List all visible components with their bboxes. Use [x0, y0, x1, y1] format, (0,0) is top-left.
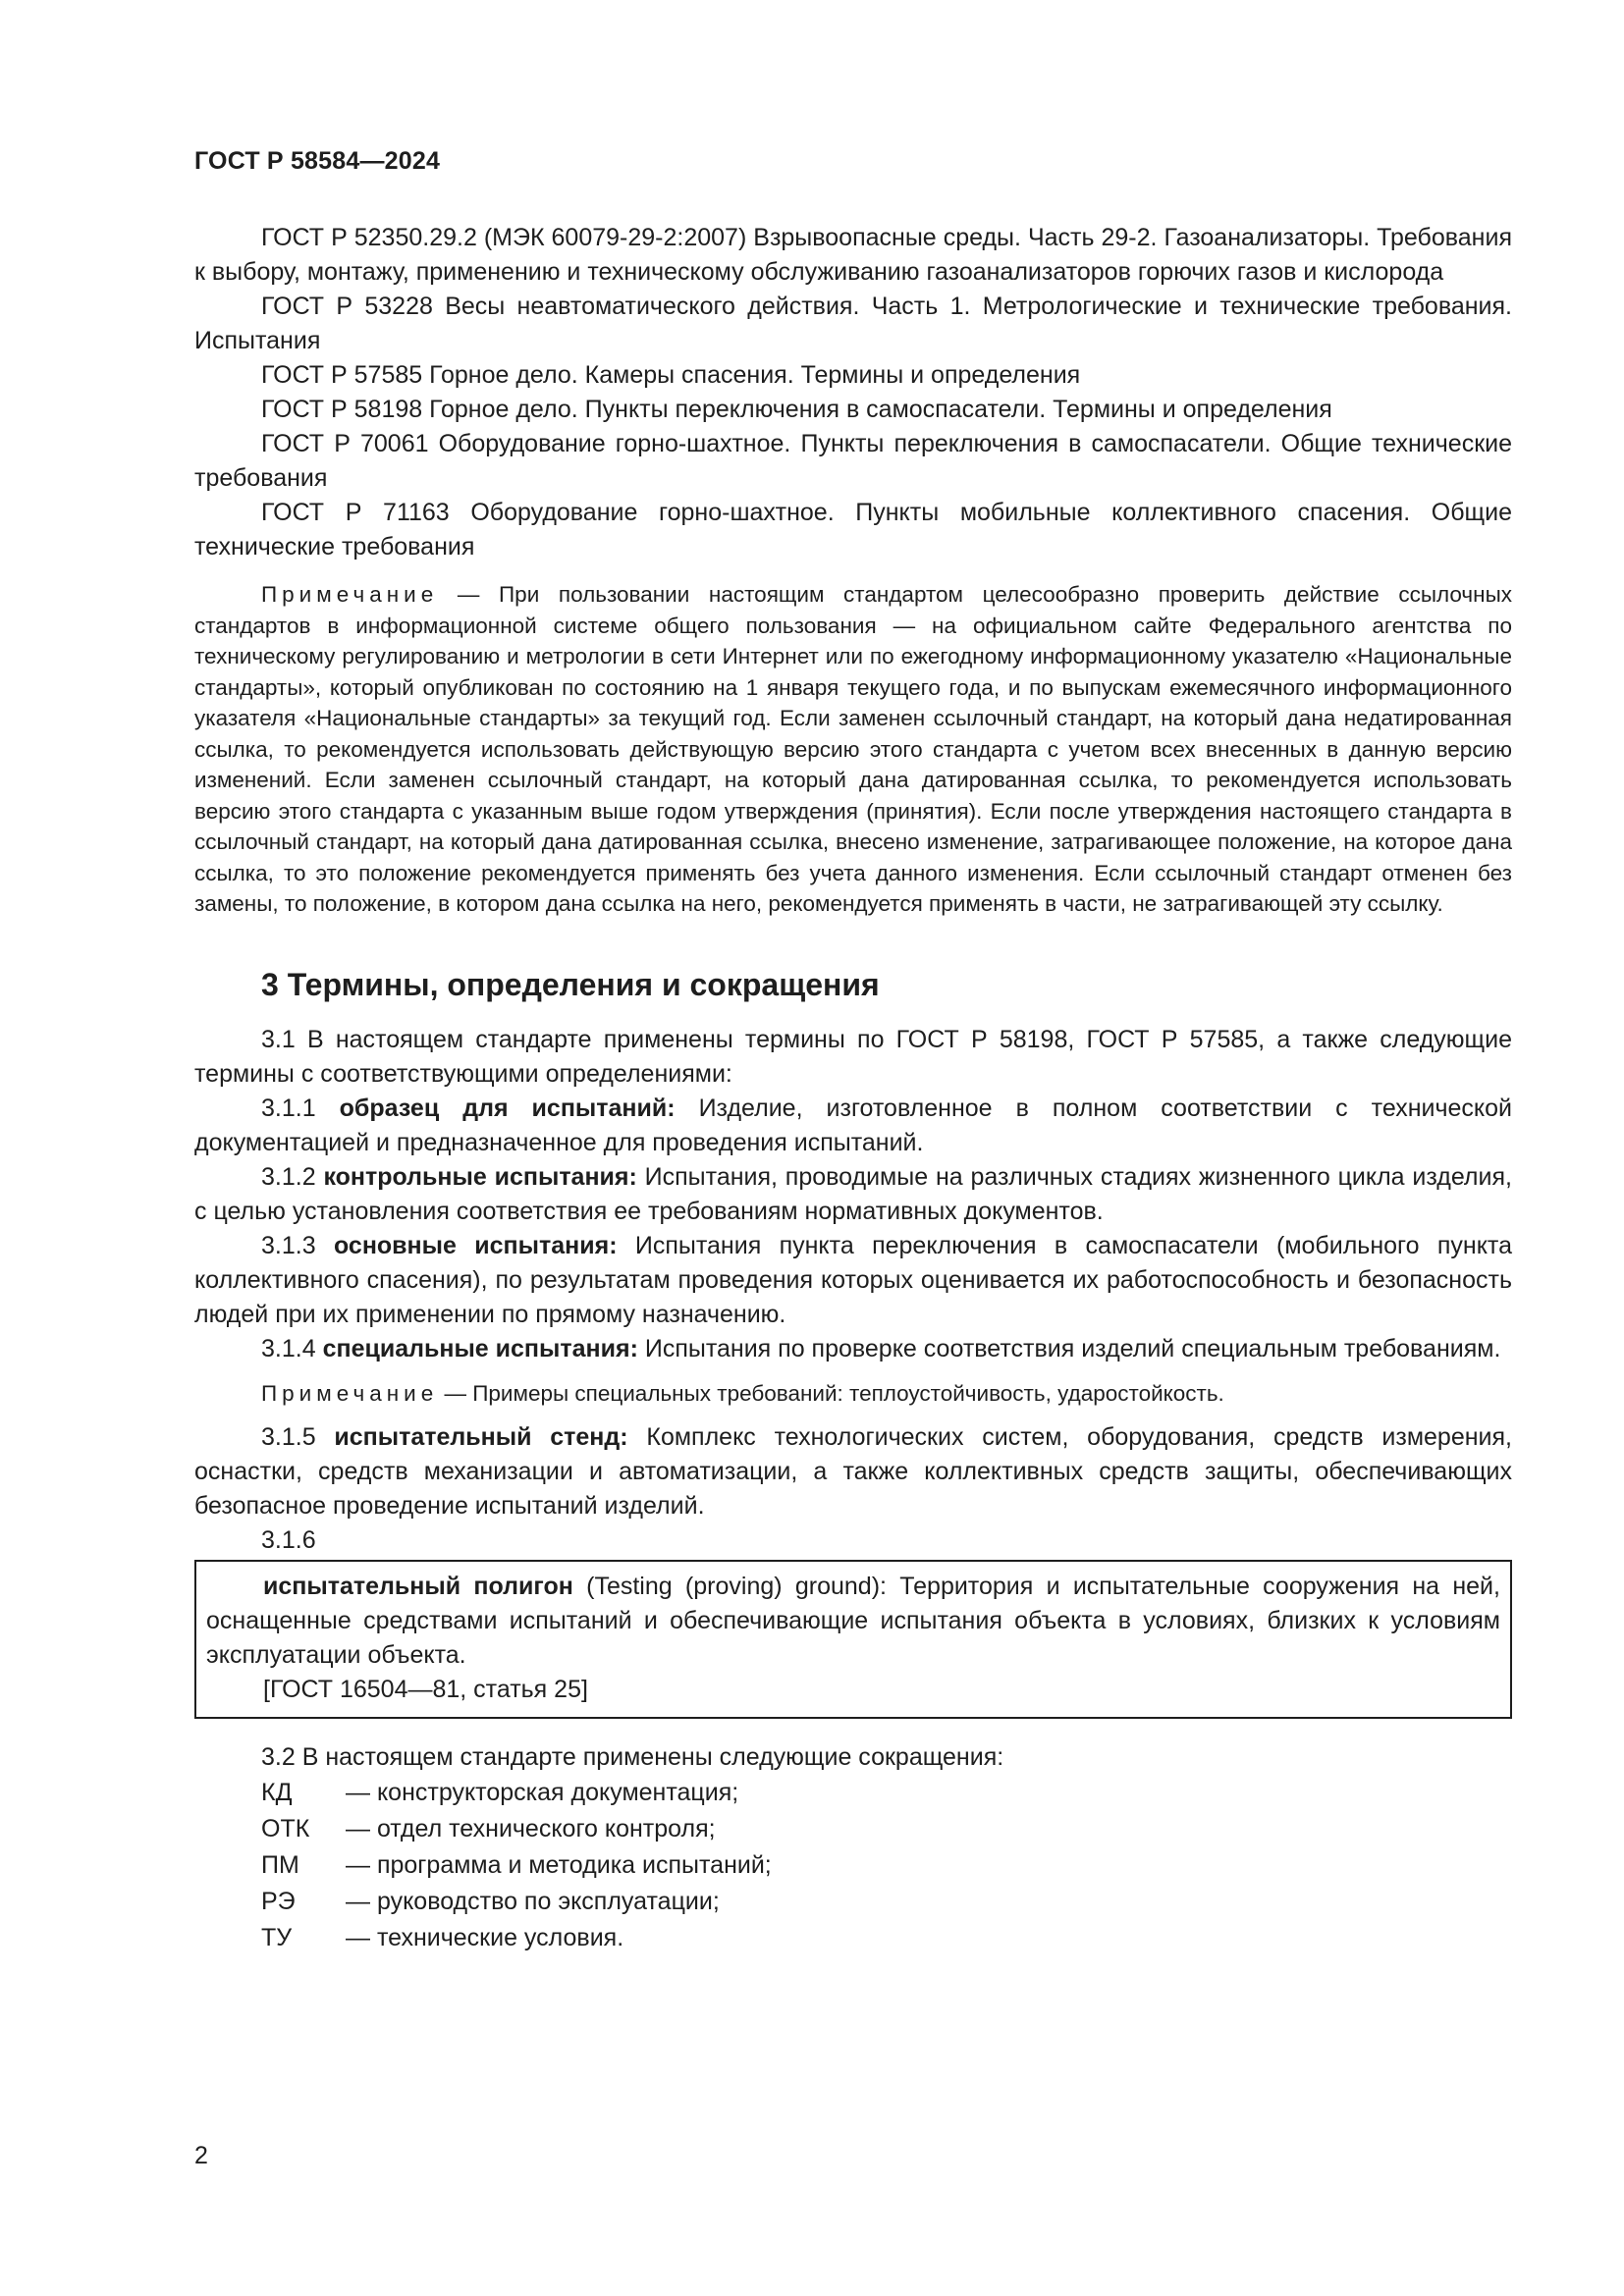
abbreviation: ОТК	[261, 1815, 310, 1842]
term-3-1-1	[194, 1092, 1512, 1160]
term-title: контрольные испытания:	[323, 1162, 637, 1191]
term-title: образец для испытаний:	[339, 1094, 676, 1122]
term-title: специальные испытания:	[322, 1334, 638, 1362]
reference-item: ГОСТ Р 58198 Горное дело. Пункты переключения в самоспасатели. Термины и определения	[261, 396, 1332, 423]
list-item	[194, 1884, 1512, 1920]
paragraph-3-2: 3.2 В настоящем стандарте применены следующие сокращения:	[261, 1743, 1004, 1771]
term-number: 3.1.3	[261, 1231, 334, 1259]
abbreviation: РЭ	[261, 1888, 296, 1915]
term-title: испытательный стенд:	[334, 1423, 628, 1451]
abbreviations-list	[194, 1775, 1512, 1956]
abbreviation-definition: — технические условия.	[346, 1924, 624, 1951]
term-3-1-6-box	[194, 1560, 1512, 1719]
reference-item: ГОСТ Р 52350.29.2 (МЭК 60079-29-2:2007) Взрывоопасные среды. Часть 29-2. Газоанализаторы. Требования к выбору, монтажу, применению и техническому обслуживанию газоанализаторов горючих газов и кислорода	[194, 224, 1512, 286]
term-definition: Испытания пункта переключения в самоспасатели (мобильного пункта коллективного спасения), по результатам проведения которых оценивается их работоспособность и безопасность людей при их применении по прямому назначению.	[194, 1231, 1512, 1328]
reference-item: ГОСТ Р 53228 Весы неавтоматического действия. Часть 1. Метрологические и технические требования. Испытания	[194, 293, 1512, 354]
term-3-1-3	[194, 1229, 1512, 1332]
references-note	[194, 579, 1512, 920]
term-number: 3.1.4	[261, 1334, 323, 1362]
abbreviation: ТУ	[261, 1924, 293, 1951]
term-definition: Испытания по проверке соответствия изделий специальным требованиям.	[637, 1334, 1501, 1362]
note-text: — Примеры специальных требований: теплоустойчивость, ударостойкость.	[438, 1380, 1224, 1406]
term-number: 3.1.1	[261, 1094, 340, 1122]
term-note	[194, 1378, 1512, 1410]
reference-item: ГОСТ Р 57585 Горное дело. Камеры спасения. Термины и определения	[261, 361, 1081, 389]
list-item	[194, 1920, 1512, 1956]
reference-item: ГОСТ Р 70061 Оборудование горно-шахтное. Пункты переключения в самоспасатели. Общие технические требования	[194, 430, 1512, 492]
term-title: основные испытания:	[333, 1231, 618, 1259]
term-3-1-2	[194, 1160, 1512, 1229]
document-header: ГОСТ Р 58584—2024	[194, 147, 441, 175]
section-heading: 3 Термины, определения и сокращения	[261, 966, 880, 1002]
reference-item: ГОСТ Р 71163 Оборудование горно-шахтное. Пункты мобильные коллективного спасения. Общие технические требования	[194, 499, 1512, 561]
abbreviation-definition: — программа и методика испытаний;	[346, 1851, 772, 1879]
term-definition: Изделие, изготовленное в полном соответствии с технической документацией и предназначенное для проведения испытаний.	[194, 1094, 1512, 1156]
abbreviation-definition: — руководство по эксплуатации;	[346, 1888, 720, 1915]
list-item	[194, 1811, 1512, 1847]
list-item	[194, 1847, 1512, 1884]
references-list	[194, 221, 1512, 564]
term-title: испытательный полигон	[263, 1573, 573, 1600]
term-source: [ГОСТ 16504—81, статья 25]	[263, 1676, 588, 1703]
note-label: Примечание	[261, 582, 439, 607]
term-3-1-4	[194, 1332, 1512, 1366]
term-english: (Testing (proving) ground):	[572, 1573, 900, 1600]
abbreviation: КД	[261, 1779, 293, 1806]
term-3-1-5	[194, 1420, 1512, 1523]
term-3-1-6-number: 3.1.6	[261, 1526, 316, 1554]
term-definition: Комплекс технологических систем, оборудования, средств измерения, оснастки, средств механизации и автоматизации, а также коллективных средств защиты, обеспечивающих безопасное проведение испытаний изделий.	[194, 1423, 1512, 1520]
term-definition: Испытания, проводимые на различных стадиях жизненного цикла изделия, с целью установления соответствия ее требованиям нормативных документов.	[194, 1162, 1512, 1225]
abbreviation-definition: — конструкторская документация;	[346, 1779, 739, 1806]
term-3-1-6	[206, 1570, 1500, 1673]
page-number: 2	[194, 2142, 208, 2169]
abbreviation: ПМ	[261, 1851, 299, 1879]
list-item	[194, 1775, 1512, 1811]
abbreviation-definition: — отдел технического контроля;	[346, 1815, 716, 1842]
paragraph-3-1: 3.1 В настоящем стандарте применены термины по ГОСТ Р 58198, ГОСТ Р 57585, а также следующие термины с соответствующими определениями:	[194, 1025, 1512, 1088]
page-content	[194, 221, 1512, 1956]
note-text: — При пользовании настоящим стандартом целесообразно проверить действие ссылочных стандартов в информационной системе общего пользования — на официальном сайте Федерального агентства по техническому регулированию и метрологии в сети Интернет или по ежегодному информационному указателю «Национальные стандарты», который опубликован по состоянию на 1 января текущего года, и по выпускам ежемесячного информационного указателя «Национальные стандарты» за текущий год. Если заменен ссылочный стандарт, на который дана недатированная ссылка, то рекомендуется использовать действующую версию этого стандарта с учетом всех внесенных в данную версию изменений. Если заменен ссылочный стандарт, на который дана датированная ссылка, то рекомендуется использовать версию этого стандарта с указанным выше годом утверждения (принятия). Если после утверждения настоящего стандарта в ссылочный стандарт, на который дана датированная ссылка, внесено изменение, затрагивающее положение, на которое дана ссылка, то это положение рекомендуется применять без учета данного изменения. Если ссылочный стандарт отменен без замены, то положение, в котором дана ссылка на него, рекомендуется применять в части, не затрагивающей эту ссылку.	[194, 582, 1512, 916]
term-number: 3.1.2	[261, 1162, 324, 1191]
note-label: Примечание	[261, 1380, 439, 1406]
term-number: 3.1.5	[261, 1423, 335, 1451]
term-definition: Территория и испытательные сооружения на ней, оснащенные средствами испытаний и обеспечивающие испытания объекта в условиях, близких к условиям эксплуатации объекта.	[206, 1573, 1500, 1669]
